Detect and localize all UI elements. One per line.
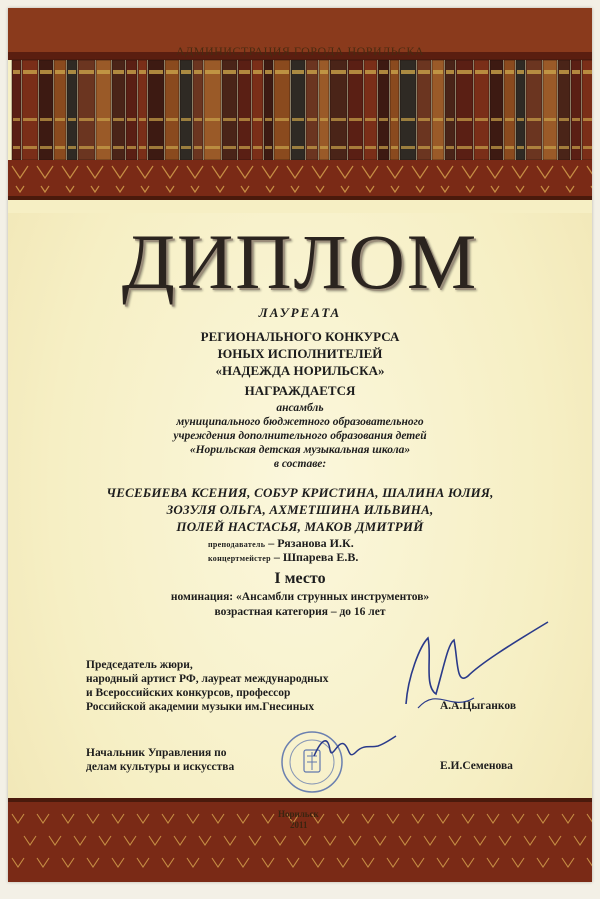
book-spine xyxy=(526,60,542,160)
book-spine xyxy=(504,60,515,160)
book-spine xyxy=(193,60,203,160)
footer-year: 2011 xyxy=(290,820,308,830)
book-spine xyxy=(319,60,329,160)
book-spine xyxy=(445,60,455,160)
book-spine xyxy=(126,60,137,160)
teacher-role: преподаватель xyxy=(208,540,266,549)
department-signature xyxy=(308,730,398,770)
place-award: I место xyxy=(274,570,326,587)
book-spine xyxy=(516,60,525,160)
jury-line-2: народный артист РФ, лауреат международных xyxy=(86,673,329,685)
teacher-name: – Рязанова И.К. xyxy=(268,536,354,550)
book-spine xyxy=(582,60,592,160)
jury-chair-title xyxy=(86,658,329,714)
book-spine xyxy=(456,60,473,160)
recipient-institution xyxy=(8,415,592,471)
department-line-1: Начальник Управления по xyxy=(86,747,227,759)
department-head-name: Е.И.Семенова xyxy=(440,760,513,772)
book-spine xyxy=(274,60,290,160)
diploma-title: ДИПЛОМ xyxy=(121,218,479,305)
contest-name xyxy=(8,328,592,379)
book-spine xyxy=(148,60,164,160)
book-spine xyxy=(39,60,53,160)
accompanist-line xyxy=(208,550,468,565)
awarded-heading: НАГРАЖДАЕТСЯ xyxy=(244,383,356,398)
bookshelf-top-border xyxy=(8,8,592,213)
diploma-page xyxy=(8,8,592,882)
book-spine xyxy=(291,60,305,160)
book-spine xyxy=(417,60,431,160)
book-spine xyxy=(474,60,489,160)
jury-line-3: и Всероссийских конкурсов, профессор xyxy=(86,687,291,699)
laureate-heading: ЛАУРЕАТА xyxy=(258,305,342,320)
book-spine xyxy=(264,60,273,160)
institution-line-2: учреждения дополнительного образования детей xyxy=(173,430,427,442)
book-spine xyxy=(138,60,147,160)
book-spine xyxy=(490,60,503,160)
nomination-line-2: возрастная категория – до 16 лет xyxy=(214,606,386,618)
book-spine xyxy=(252,60,263,160)
book-spine xyxy=(238,60,251,160)
members-line-2: ЗОЗУЛЯ ОЛЬГА, АХМЕТШИНА ИЛЬВИНА, xyxy=(166,502,434,517)
book-spine xyxy=(22,60,38,160)
book-spine xyxy=(54,60,66,160)
jury-line-1: Председатель жюри, xyxy=(86,659,193,671)
accompanist-name: – Шпарева Е.В. xyxy=(273,550,359,564)
book-spine xyxy=(165,60,179,160)
department-line-2: делам культуры и искусства xyxy=(86,761,235,773)
ensemble-members xyxy=(8,484,592,535)
book-spine xyxy=(306,60,318,160)
contest-line-2: ЮНЫХ ИСПОЛНИТЕЛЕЙ xyxy=(217,346,383,361)
contest-line-3: «НАДЕЖДА НОРИЛЬСКА» xyxy=(215,363,385,378)
book-spine xyxy=(180,60,192,160)
book-spine xyxy=(96,60,111,160)
jury-chair-name: А.А.Цыганков xyxy=(440,700,517,712)
book-spine xyxy=(330,60,347,160)
book-spine xyxy=(378,60,389,160)
members-line-1: ЧЕСЕБИЕВА КСЕНИЯ, СОБУР КРИСТИНА, ШАЛИНА ЮЛИЯ, xyxy=(106,485,494,500)
book-spine xyxy=(571,60,581,160)
members-line-3: ПОЛЕЙ НАСТАСЬЯ, МАКОВ ДМИТРИЙ xyxy=(176,519,424,534)
department-head-title xyxy=(86,746,234,774)
issuer-header: АДМИНИСТРАЦИЯ ГОРОДА НОРИЛЬСКА xyxy=(175,44,425,58)
book-spine xyxy=(348,60,363,160)
contest-line-1: РЕГИОНАЛЬНОГО КОНКУРСА xyxy=(200,329,400,344)
jury-signature xyxy=(378,616,558,726)
book-spine xyxy=(222,60,237,160)
institution-line-4: в составе: xyxy=(273,458,327,470)
institution-line-3: «Норильская детская музыкальная школа» xyxy=(189,444,411,456)
book-spine xyxy=(400,60,416,160)
nomination-line-1: номинация: «Ансамбли струнных инструментов» xyxy=(170,591,430,603)
book-spine xyxy=(543,60,557,160)
book-spine xyxy=(78,60,95,160)
book-spine xyxy=(432,60,444,160)
book-spine xyxy=(112,60,125,160)
book-spine xyxy=(364,60,377,160)
institution-line-1: муниципального бюджетного образовательного xyxy=(176,416,424,428)
book-spine xyxy=(204,60,221,160)
book-spine xyxy=(67,60,77,160)
recipient-type: ансамбль xyxy=(276,402,324,414)
footer-city: Норильск xyxy=(278,809,319,819)
teacher-line xyxy=(208,536,468,551)
book-spine xyxy=(12,60,21,160)
accompanist-role: концертмейстер xyxy=(208,554,271,563)
book-spine xyxy=(390,60,399,160)
book-spine xyxy=(558,60,570,160)
jury-line-4: Российской академии музыки им.Гнесиных xyxy=(86,701,315,713)
